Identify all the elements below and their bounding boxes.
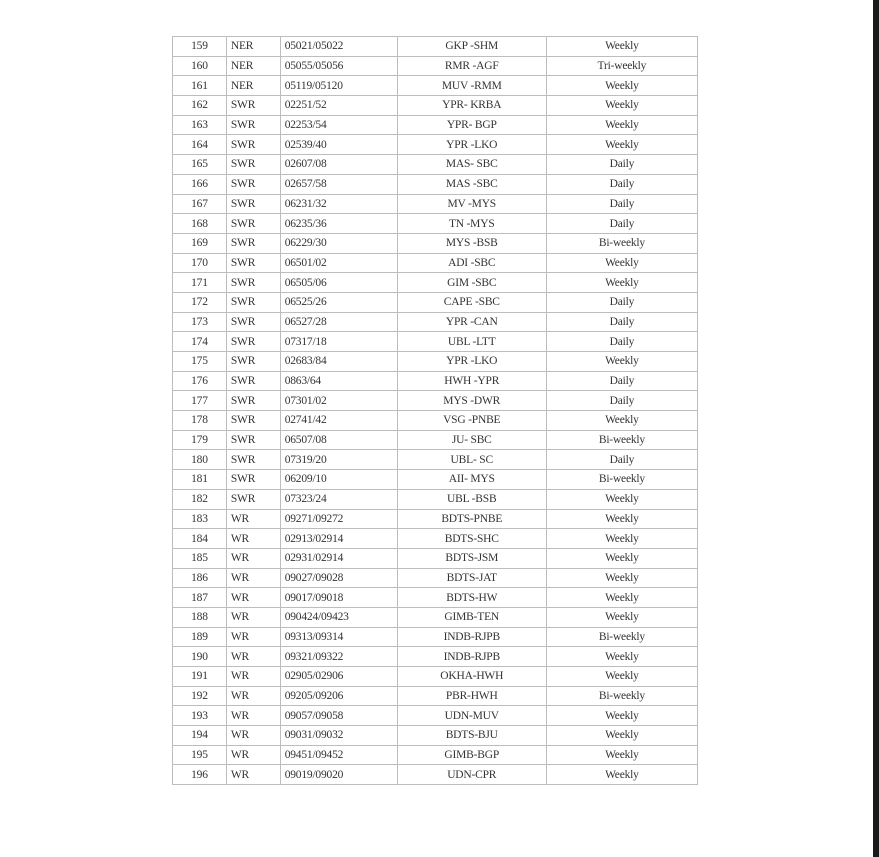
frequency-cell: Weekly <box>546 548 697 568</box>
train-number-cell: 09205/09206 <box>280 686 397 706</box>
serial-number-cell: 164 <box>173 135 227 155</box>
railway-zone-cell: SWR <box>226 135 280 155</box>
train-number-cell: 05021/05022 <box>280 37 397 57</box>
railway-zone-cell: WR <box>226 686 280 706</box>
route-cell: BDTS-JAT <box>397 568 546 588</box>
train-number-cell: 02539/40 <box>280 135 397 155</box>
train-schedule-table <box>172 36 698 785</box>
serial-number-cell: 193 <box>173 706 227 726</box>
railway-zone-cell: SWR <box>226 292 280 312</box>
table-row <box>173 352 698 372</box>
serial-number-cell: 192 <box>173 686 227 706</box>
route-cell: UBL -LTT <box>397 332 546 352</box>
frequency-cell: Daily <box>546 391 697 411</box>
table-row <box>173 56 698 76</box>
train-number-cell: 06209/10 <box>280 470 397 490</box>
railway-zone-cell: SWR <box>226 115 280 135</box>
table-row <box>173 647 698 667</box>
serial-number-cell: 195 <box>173 745 227 765</box>
frequency-cell: Weekly <box>546 411 697 431</box>
railway-zone-cell: WR <box>226 726 280 746</box>
frequency-cell: Weekly <box>546 726 697 746</box>
serial-number-cell: 171 <box>173 273 227 293</box>
frequency-cell: Weekly <box>546 647 697 667</box>
railway-zone-cell: NER <box>226 76 280 96</box>
train-number-cell: 090424/09423 <box>280 607 397 627</box>
frequency-cell: Weekly <box>546 76 697 96</box>
route-cell: YPR -CAN <box>397 312 546 332</box>
table-row <box>173 726 698 746</box>
table-row <box>173 292 698 312</box>
serial-number-cell: 189 <box>173 627 227 647</box>
route-cell: YPR -LKO <box>397 352 546 372</box>
route-cell: GIMB-BGP <box>397 745 546 765</box>
railway-zone-cell: SWR <box>226 253 280 273</box>
route-cell: GIMB-TEN <box>397 607 546 627</box>
table-row <box>173 489 698 509</box>
route-cell: HWH -YPR <box>397 371 546 391</box>
route-cell: INDB-RJPB <box>397 647 546 667</box>
table-row <box>173 765 698 785</box>
train-number-cell: 02251/52 <box>280 96 397 116</box>
railway-zone-cell: WR <box>226 548 280 568</box>
route-cell: MV -MYS <box>397 194 546 214</box>
route-cell: AII- MYS <box>397 470 546 490</box>
railway-zone-cell: WR <box>226 745 280 765</box>
serial-number-cell: 175 <box>173 352 227 372</box>
serial-number-cell: 161 <box>173 76 227 96</box>
serial-number-cell: 176 <box>173 371 227 391</box>
train-number-cell: 02931/02914 <box>280 548 397 568</box>
route-cell: UBL -BSB <box>397 489 546 509</box>
route-cell: UBL- SC <box>397 450 546 470</box>
frequency-cell: Weekly <box>546 667 697 687</box>
serial-number-cell: 187 <box>173 588 227 608</box>
train-number-cell: 02905/02906 <box>280 667 397 687</box>
route-cell: MUV -RMM <box>397 76 546 96</box>
serial-number-cell: 185 <box>173 548 227 568</box>
railway-zone-cell: WR <box>226 607 280 627</box>
railway-zone-cell: WR <box>226 706 280 726</box>
route-cell: YPR- KRBA <box>397 96 546 116</box>
frequency-cell: Weekly <box>546 115 697 135</box>
serial-number-cell: 190 <box>173 647 227 667</box>
frequency-cell: Weekly <box>546 37 697 57</box>
train-number-cell: 09313/09314 <box>280 627 397 647</box>
frequency-cell: Daily <box>546 155 697 175</box>
train-number-cell: 09027/09028 <box>280 568 397 588</box>
table-row <box>173 667 698 687</box>
railway-zone-cell: SWR <box>226 430 280 450</box>
serial-number-cell: 169 <box>173 233 227 253</box>
railway-zone-cell: WR <box>226 627 280 647</box>
railway-zone-cell: SWR <box>226 155 280 175</box>
table-row <box>173 174 698 194</box>
frequency-cell: Weekly <box>546 706 697 726</box>
railway-zone-cell: NER <box>226 56 280 76</box>
train-number-cell: 06229/30 <box>280 233 397 253</box>
train-number-cell: 06501/02 <box>280 253 397 273</box>
frequency-cell: Bi-weekly <box>546 430 697 450</box>
train-number-cell: 05119/05120 <box>280 76 397 96</box>
table-row <box>173 411 698 431</box>
railway-zone-cell: SWR <box>226 371 280 391</box>
train-number-cell: 09057/09058 <box>280 706 397 726</box>
frequency-cell: Daily <box>546 332 697 352</box>
serial-number-cell: 168 <box>173 214 227 234</box>
route-cell: VSG -PNBE <box>397 411 546 431</box>
railway-zone-cell: SWR <box>226 233 280 253</box>
table-row <box>173 135 698 155</box>
table-row <box>173 588 698 608</box>
train-number-cell: 06231/32 <box>280 194 397 214</box>
frequency-cell: Tri-weekly <box>546 56 697 76</box>
table-row <box>173 430 698 450</box>
train-number-cell: 07319/20 <box>280 450 397 470</box>
route-cell: GKP -SHM <box>397 37 546 57</box>
route-cell: INDB-RJPB <box>397 627 546 647</box>
frequency-cell: Bi-weekly <box>546 686 697 706</box>
serial-number-cell: 172 <box>173 292 227 312</box>
route-cell: MYS -BSB <box>397 233 546 253</box>
train-number-cell: 02741/42 <box>280 411 397 431</box>
railway-zone-cell: WR <box>226 509 280 529</box>
frequency-cell: Daily <box>546 450 697 470</box>
train-number-cell: 02657/58 <box>280 174 397 194</box>
table-row <box>173 607 698 627</box>
table-row <box>173 371 698 391</box>
frequency-cell: Weekly <box>546 568 697 588</box>
table-row <box>173 194 698 214</box>
train-number-cell: 09321/09322 <box>280 647 397 667</box>
serial-number-cell: 191 <box>173 667 227 687</box>
frequency-cell: Weekly <box>546 745 697 765</box>
table-row <box>173 706 698 726</box>
frequency-cell: Daily <box>546 292 697 312</box>
table-row <box>173 115 698 135</box>
railway-zone-cell: SWR <box>226 470 280 490</box>
table-row <box>173 76 698 96</box>
train-number-cell: 06525/26 <box>280 292 397 312</box>
train-number-cell: 09271/09272 <box>280 509 397 529</box>
table-row <box>173 548 698 568</box>
table-row <box>173 332 698 352</box>
route-cell: ADI -SBC <box>397 253 546 273</box>
railway-zone-cell: SWR <box>226 214 280 234</box>
train-number-cell: 07317/18 <box>280 332 397 352</box>
frequency-cell: Weekly <box>546 509 697 529</box>
serial-number-cell: 179 <box>173 430 227 450</box>
serial-number-cell: 186 <box>173 568 227 588</box>
table-row <box>173 450 698 470</box>
frequency-cell: Bi-weekly <box>546 627 697 647</box>
table-row <box>173 568 698 588</box>
train-number-cell: 07323/24 <box>280 489 397 509</box>
train-number-cell: 09019/09020 <box>280 765 397 785</box>
serial-number-cell: 184 <box>173 529 227 549</box>
table-row <box>173 233 698 253</box>
railway-zone-cell: SWR <box>226 332 280 352</box>
route-cell: BDTS-PNBE <box>397 509 546 529</box>
route-cell: MAS- SBC <box>397 155 546 175</box>
frequency-cell: Bi-weekly <box>546 233 697 253</box>
railway-zone-cell: WR <box>226 568 280 588</box>
train-number-cell: 06507/08 <box>280 430 397 450</box>
train-number-cell: 09451/09452 <box>280 745 397 765</box>
table-row <box>173 745 698 765</box>
table-row <box>173 273 698 293</box>
train-number-cell: 06527/28 <box>280 312 397 332</box>
route-cell: RMR -AGF <box>397 56 546 76</box>
table-row <box>173 470 698 490</box>
serial-number-cell: 181 <box>173 470 227 490</box>
railway-zone-cell: WR <box>226 529 280 549</box>
frequency-cell: Weekly <box>546 135 697 155</box>
railway-zone-cell: WR <box>226 667 280 687</box>
serial-number-cell: 162 <box>173 96 227 116</box>
railway-zone-cell: WR <box>226 588 280 608</box>
page-edge-border <box>873 0 879 857</box>
serial-number-cell: 188 <box>173 607 227 627</box>
route-cell: BDTS-HW <box>397 588 546 608</box>
route-cell: BDTS-BJU <box>397 726 546 746</box>
frequency-cell: Daily <box>546 194 697 214</box>
frequency-cell: Daily <box>546 214 697 234</box>
frequency-cell: Daily <box>546 371 697 391</box>
table-row <box>173 312 698 332</box>
train-number-cell: 02607/08 <box>280 155 397 175</box>
table-row <box>173 627 698 647</box>
serial-number-cell: 163 <box>173 115 227 135</box>
train-number-cell: 02683/84 <box>280 352 397 372</box>
railway-zone-cell: SWR <box>226 174 280 194</box>
route-cell: JU- SBC <box>397 430 546 450</box>
serial-number-cell: 173 <box>173 312 227 332</box>
serial-number-cell: 166 <box>173 174 227 194</box>
railway-zone-cell: WR <box>226 765 280 785</box>
table-row <box>173 214 698 234</box>
serial-number-cell: 170 <box>173 253 227 273</box>
frequency-cell: Daily <box>546 174 697 194</box>
train-number-cell: 09031/09032 <box>280 726 397 746</box>
table-row <box>173 529 698 549</box>
railway-zone-cell: SWR <box>226 489 280 509</box>
table-row <box>173 96 698 116</box>
route-cell: YPR- BGP <box>397 115 546 135</box>
railway-zone-cell: SWR <box>226 352 280 372</box>
serial-number-cell: 194 <box>173 726 227 746</box>
table-row <box>173 686 698 706</box>
railway-zone-cell: NER <box>226 37 280 57</box>
frequency-cell: Daily <box>546 312 697 332</box>
serial-number-cell: 183 <box>173 509 227 529</box>
serial-number-cell: 177 <box>173 391 227 411</box>
serial-number-cell: 165 <box>173 155 227 175</box>
route-cell: BDTS-SHC <box>397 529 546 549</box>
railway-zone-cell: SWR <box>226 194 280 214</box>
frequency-cell: Weekly <box>546 489 697 509</box>
train-number-cell: 0863/64 <box>280 371 397 391</box>
frequency-cell: Weekly <box>546 607 697 627</box>
railway-zone-cell: SWR <box>226 450 280 470</box>
route-cell: CAPE -SBC <box>397 292 546 312</box>
railway-zone-cell: SWR <box>226 411 280 431</box>
serial-number-cell: 178 <box>173 411 227 431</box>
table-body <box>173 37 698 785</box>
route-cell: UDN-CPR <box>397 765 546 785</box>
serial-number-cell: 180 <box>173 450 227 470</box>
route-cell: PBR-HWH <box>397 686 546 706</box>
table-row <box>173 253 698 273</box>
frequency-cell: Bi-weekly <box>546 470 697 490</box>
train-number-cell: 02253/54 <box>280 115 397 135</box>
table-row <box>173 391 698 411</box>
serial-number-cell: 159 <box>173 37 227 57</box>
train-number-cell: 07301/02 <box>280 391 397 411</box>
serial-number-cell: 174 <box>173 332 227 352</box>
frequency-cell: Weekly <box>546 529 697 549</box>
route-cell: YPR -LKO <box>397 135 546 155</box>
route-cell: GIM -SBC <box>397 273 546 293</box>
serial-number-cell: 196 <box>173 765 227 785</box>
table-row <box>173 155 698 175</box>
railway-zone-cell: WR <box>226 647 280 667</box>
route-cell: MAS -SBC <box>397 174 546 194</box>
route-cell: OKHA-HWH <box>397 667 546 687</box>
railway-zone-cell: SWR <box>226 96 280 116</box>
frequency-cell: Weekly <box>546 352 697 372</box>
serial-number-cell: 182 <box>173 489 227 509</box>
frequency-cell: Weekly <box>546 588 697 608</box>
railway-zone-cell: SWR <box>226 312 280 332</box>
frequency-cell: Weekly <box>546 273 697 293</box>
serial-number-cell: 160 <box>173 56 227 76</box>
train-number-cell: 06505/06 <box>280 273 397 293</box>
route-cell: MYS -DWR <box>397 391 546 411</box>
train-number-cell: 02913/02914 <box>280 529 397 549</box>
route-cell: BDTS-JSM <box>397 548 546 568</box>
train-number-cell: 05055/05056 <box>280 56 397 76</box>
frequency-cell: Weekly <box>546 765 697 785</box>
railway-zone-cell: SWR <box>226 391 280 411</box>
route-cell: TN -MYS <box>397 214 546 234</box>
frequency-cell: Weekly <box>546 96 697 116</box>
train-number-cell: 06235/36 <box>280 214 397 234</box>
table-row <box>173 509 698 529</box>
route-cell: UDN-MUV <box>397 706 546 726</box>
frequency-cell: Weekly <box>546 253 697 273</box>
railway-zone-cell: SWR <box>226 273 280 293</box>
table-row <box>173 37 698 57</box>
serial-number-cell: 167 <box>173 194 227 214</box>
train-number-cell: 09017/09018 <box>280 588 397 608</box>
